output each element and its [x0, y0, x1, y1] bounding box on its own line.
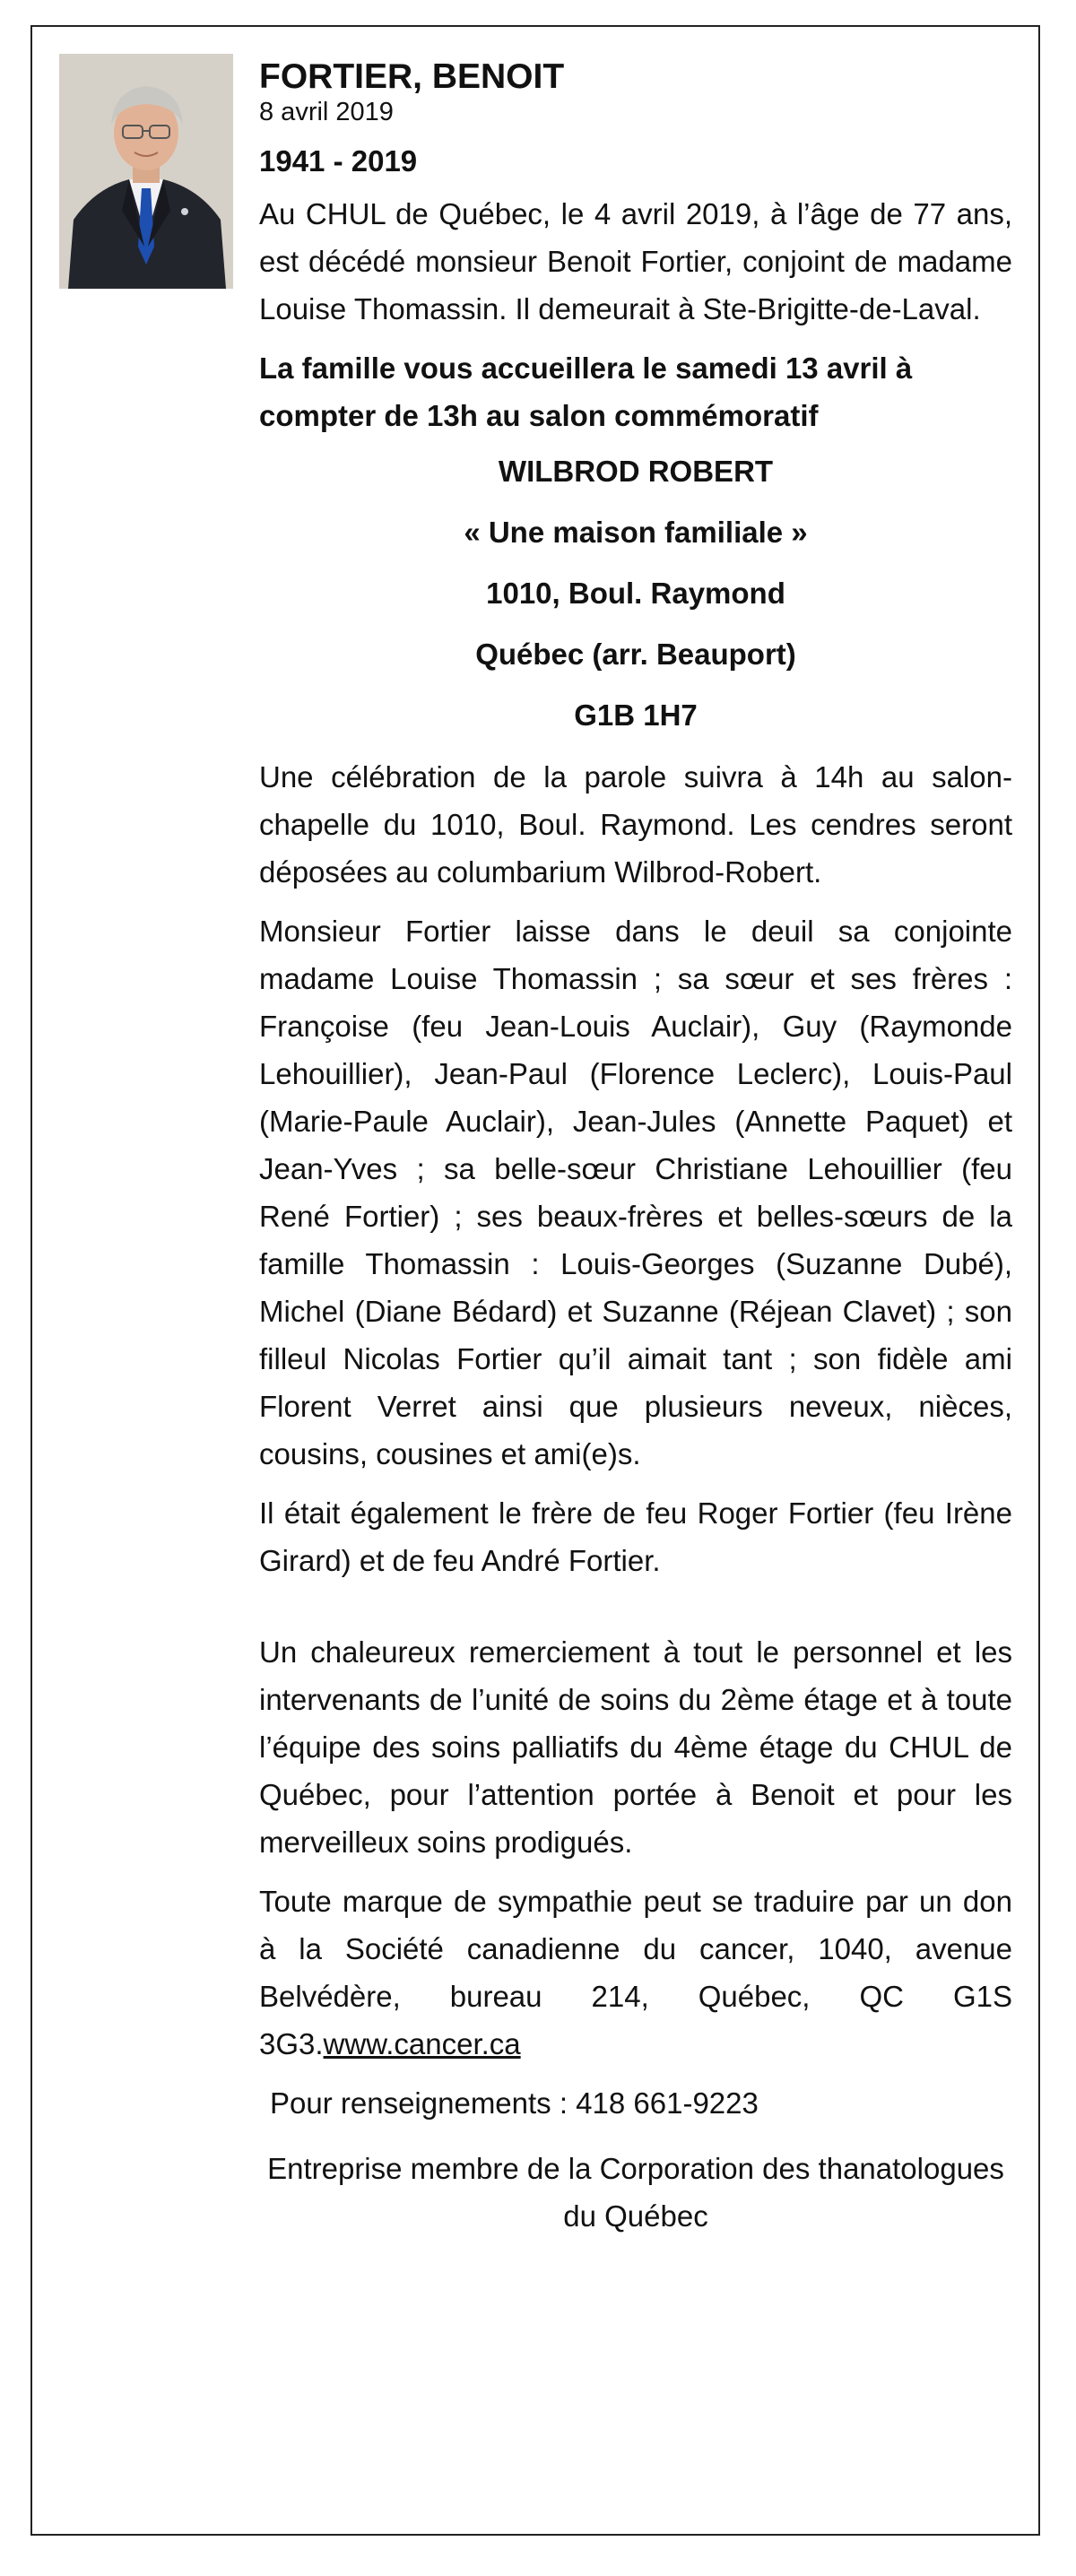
funeral-home-street: 1010, Boul. Raymond — [486, 577, 785, 610]
predeceased-paragraph: Il était également le frère de feu Roger Fortier (feu Irène Girard) et de feu André Fortier. — [259, 1496, 1012, 1577]
intro-paragraph: Au CHUL de Québec, le 4 avril 2019, à l’âge de 77 ans, est décédé monsieur Benoit Fortier, conjoint de madame Louise Thomassin. Il demeurait à Ste-Brigitte-de-Laval. — [259, 197, 1012, 325]
cancer-society-link[interactable]: www.cancer.ca — [323, 2027, 521, 2060]
funeral-home-tagline: « Une maison familiale » — [464, 516, 808, 549]
donation-paragraph — [259, 1878, 1012, 2068]
donation-text: Toute marque de sympathie peut se traduire par un don à la Société canadienne du cancer, 1040, avenue Belvédère, bureau 214, Québec, QC G1S 3G3. — [259, 1885, 1012, 2060]
funeral-home-name: WILBROD ROBERT — [498, 455, 774, 488]
corporation-footer: Entreprise membre de la Corporation des thanatologues du Québec — [267, 2152, 1004, 2233]
info-phone: Pour renseignements : 418 661-9223 — [270, 2086, 759, 2120]
publication-date: 8 avril 2019 — [259, 98, 394, 126]
portrait-image — [59, 54, 233, 289]
paragraph-spacer — [259, 1596, 1012, 1628]
portrait-photo — [59, 54, 233, 289]
funeral-home-city: Québec (arr. Beauport) — [475, 637, 796, 671]
deceased-name: FORTIER, BENOIT — [259, 57, 565, 96]
obituary-content — [259, 57, 1012, 2240]
survivors-paragraph: Monsieur Fortier laisse dans le deuil sa conjointe madame Louise Thomassin ; sa sœur et ses frères : Françoise (feu Jean-Louis Auclair), Guy (Raymonde Lehouillier), Jean-Paul (Florence Leclerc), Louis-Paul (Marie-Paule Auclair), Jean-Jules (Annette Paquet) et Jean-Yves ; sa belle-sœur Christiane Lehouillier (feu René Fortier) ; ses beaux-frères et belles-sœurs de la famille Thomassin : Louis-Georges (Suzanne Dubé), Michel (Diane Bédard) et Suzanne (Réjean Clavet) ; son filleul Nicolas Fortier qu’il aimait tant ; son fidèle ami Florent Verret ainsi que plusieurs neveux, nièces, cousins, cousines et ami(e)s. — [259, 915, 1012, 1470]
life-years: 1941 - 2019 — [259, 144, 418, 178]
funeral-home-postal: G1B 1H7 — [574, 698, 698, 732]
visitation-paragraph: La famille vous accueillera le samedi 13 avril à compter de 13h au salon commémoratif — [259, 351, 913, 432]
celebration-paragraph: Une célébration de la parole suivra à 14h au salon-chapelle du 1010, Boul. Raymond. Les cendres seront déposées au columbarium Wilbrod-Robert. — [259, 760, 1012, 889]
thanks-paragraph: Un chaleureux remerciement à tout le personnel et les intervenants de l’unité de soins du 2ème étage et à toute l’équipe des soins palliatifs du 4ème étage du CHUL de Québec, pour l’attention portée à Benoit et pour les merveilleux soins prodigués. — [259, 1635, 1012, 1859]
